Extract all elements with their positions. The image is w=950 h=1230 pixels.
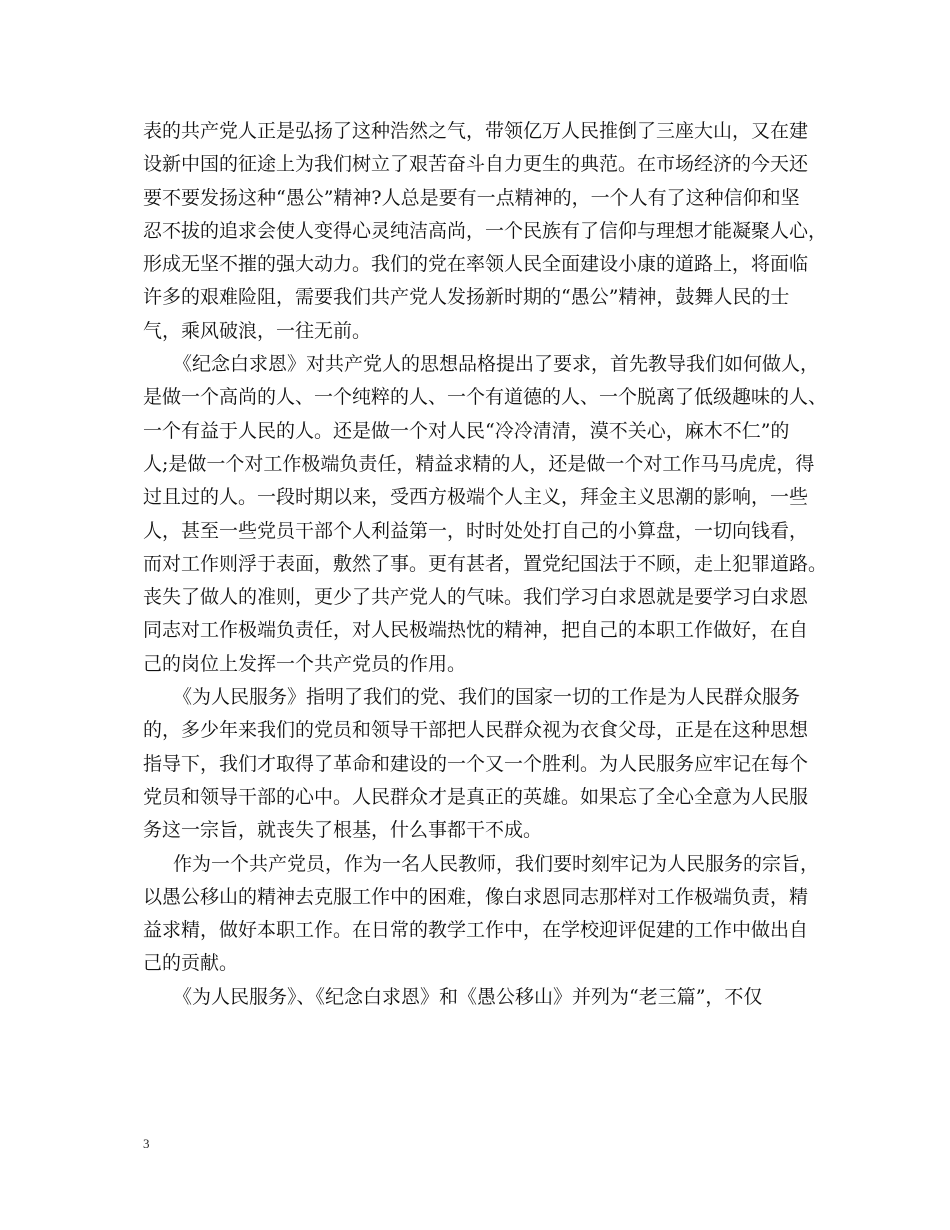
text-line: 《为人民服务》、《纪念白求恩》和《愚公移山》并列为“老三篇”，不仅 [173,985,763,1008]
text-line: 设新中国的征途上为我们树立了艰苦奋斗自力更生的典范。在市场经济的今天还 [143,153,809,176]
text-line: 气，乘风破浪，一往无前。 [143,319,372,342]
page-number: 3 [143,1136,150,1151]
text-line: 丧失了做人的准则，更少了共产党人的气味。我们学习白求恩就是要学习白求恩 [143,586,809,609]
text-line: 许多的艰难险阻，需要我们共产党人发扬新时期的“愚公”精神，鼓舞人民的士 [143,286,790,309]
text-line: 党员和领导干部的心中。人民群众才是真正的英雄。如果忘了全心全意为人民服 [143,785,809,808]
text-line: 作为一个共产党员，作为一名人民教师，我们要时刻牢记为人民服务的宗旨， [173,852,820,875]
text-line: 己的岗位上发挥一个共产党员的作用。 [143,652,467,675]
text-line: 务这一宗旨，就丧失了根基，什么事都干不成。 [143,819,543,842]
text-line: 人，甚至一些党员干部个人利益第一，时时处处打自己的小算盘，一切向钱看， [143,519,809,542]
text-line: 一个有益于人民的人。还是做一个对人民“冷冷清清，漠不关心，麻木不仁”的 [143,419,790,442]
text-line: 的，多少年来我们的党员和领导干部把人民群众视为衣食父母，正是在这种思想 [143,719,809,742]
text-line: 《为人民服务》指明了我们的党、我们的国家一切的工作是为人民群众服务 [173,686,801,709]
text-line: 指导下，我们才取得了革命和建设的一个又一个胜利。为人民服务应牢记在每个 [143,752,809,775]
text-line: 人;是做一个对工作极端负责任，精益求精的人，还是做一个对工作马马虎虎，得 [143,452,815,475]
text-line: 《纪念白求恩》对共产党人的思想品格提出了要求，首先教导我们如何做人， [173,353,820,376]
text-line: 是做一个高尚的人、一个纯粹的人、一个有道德的人、一个脱离了低级趣味的人、 [143,386,828,409]
text-line: 表的共产党人正是弘扬了这种浩然之气，带领亿万人民推倒了三座大山，又在建 [143,120,809,142]
text-line: 要不要发扬这种“愚公”精神?人总是要有一点精神的，一个人有了这种信仰和坚 [143,186,800,209]
body-text [143,115,828,1014]
text-line: 忍不拔的追求会使人变得心灵纯洁高尚，一个民族有了信仰与理想才能凝聚人心， [143,219,828,242]
text-line: 过且过的人。一段时期以来，受西方极端个人主义，拜金主义思潮的影响，一些 [143,486,809,509]
text-line: 己的贡献。 [143,952,239,975]
text-line: 而对工作则浮于表面，敷然了事。更有甚者，置党纪国法于不顾，走上犯罪道路。 [143,552,828,575]
text-line: 以愚公移山的精神去克服工作中的困难，像白求恩同志那样对工作极端负责，精 [143,885,809,908]
text-line: 形成无坚不摧的强大动力。我们的党在率领人民全面建设小康的道路上，将面临 [143,253,809,276]
text-line: 益求精，做好本职工作。在日常的教学工作中，在学校迎评促建的工作中做出自 [143,919,809,942]
text-line: 同志对工作极端负责任，对人民极端热忱的精神，把自己的本职工作做好，在自 [143,619,809,642]
